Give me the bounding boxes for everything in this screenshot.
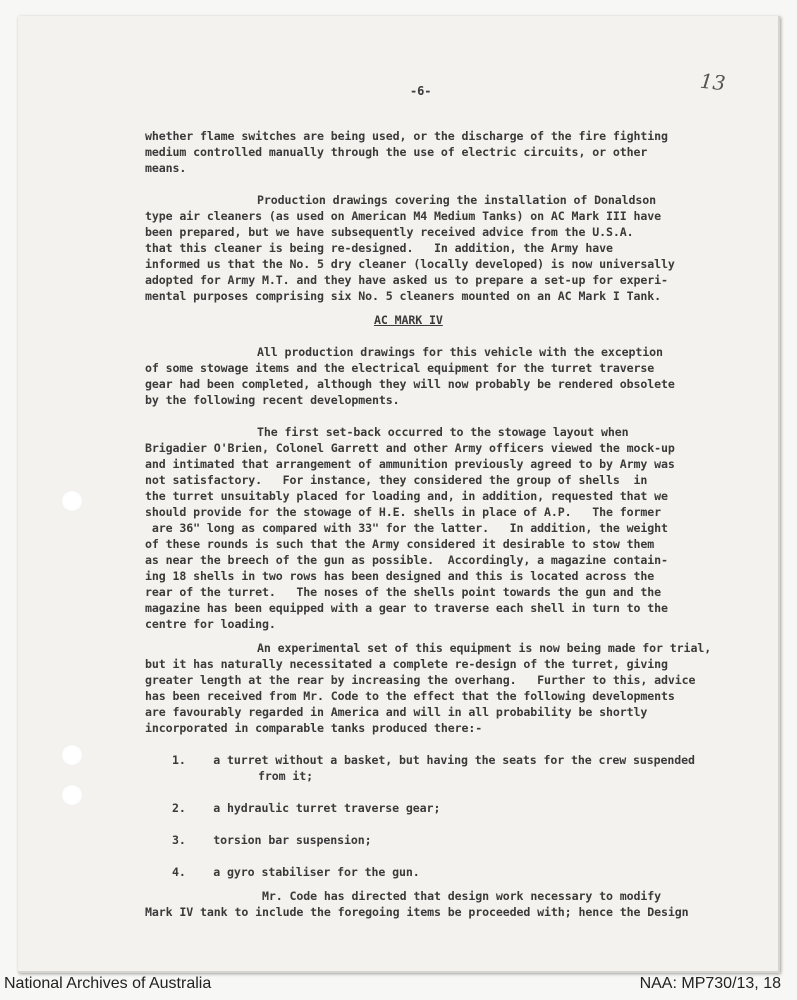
- text-line: that this cleaner is being re-designed. In addition, the Army have: [145, 241, 613, 255]
- text-line: greater length at the rear by increasing the overhang. Further to this, advice: [145, 673, 696, 687]
- text-line: not satisfactory. For instance, they considered the group of shells in: [145, 473, 648, 487]
- text-line: been prepared, but we have subsequently received advice from the U.S.A.: [145, 225, 634, 239]
- text-line: centre for loading.: [145, 617, 276, 631]
- text-line: Mark IV tank to include the foregoing items be proceeded with; hence the Design: [145, 905, 689, 919]
- section-heading: AC MARK IV: [374, 313, 443, 327]
- page-number: -6-: [410, 84, 432, 98]
- text-line: Production drawings covering the installation of Donaldson: [257, 193, 657, 207]
- text-line: adopted for Army M.T. and they have asked us to prepare a set-up for experi-: [145, 273, 668, 287]
- text-line: rear of the turret. The noses of the shells point towards the gun and the: [145, 585, 662, 599]
- handwritten-folio-number: 13: [698, 68, 727, 96]
- text-line: and intimated that arrangement of ammunition previously agreed to by Army was: [145, 457, 675, 471]
- punch-hole: [61, 784, 83, 806]
- text-line: means.: [145, 161, 187, 175]
- text-line: are favourably regarded in America and will in all probability be shortly: [145, 705, 648, 719]
- text-line: gear had been completed, although they will now probably be rendered obsolete: [145, 377, 675, 391]
- text-line: Mr. Code has directed that design work necessary to modify: [262, 889, 662, 903]
- punch-hole: [61, 744, 83, 766]
- text-line: but it has naturally necessitated a complete re-design of the turret, giving: [145, 657, 668, 671]
- text-line: mental purposes comprising six No. 5 cleaners mounted on an AC Mark I Tank.: [145, 289, 662, 303]
- text-line: incorporated in comparable tanks produced there:-: [145, 721, 483, 735]
- text-line: by the following recent developments.: [145, 393, 400, 407]
- text-line: are 36" long as compared with 33" for the latter. In addition, the weight: [145, 521, 668, 535]
- text-line: 4. a gyro stabiliser for the gun.: [172, 865, 420, 879]
- text-line: 3. torsion bar suspension;: [172, 833, 372, 847]
- text-line: has been received from Mr. Code to the effect that the following developments: [145, 689, 675, 703]
- text-line: All production drawings for this vehicle with the exception: [257, 345, 663, 359]
- text-line: from it;: [258, 769, 314, 783]
- text-line: Brigadier O'Brien, Colonel Garrett and other Army officers viewed the mock-up: [145, 441, 675, 455]
- text-line: ing 18 shells in two rows has been designed and this is located across the: [145, 569, 655, 583]
- text-line: type air cleaners (as used on American M4 Medium Tanks) on AC Mark III have: [145, 209, 662, 223]
- text-line: An experimental set of this equipment is now being made for trial,: [257, 641, 712, 655]
- punch-hole: [61, 490, 83, 512]
- archive-reference: NAA: MP730/13, 18: [639, 975, 781, 992]
- archive-credit: National Archives of Australia: [4, 975, 212, 992]
- text-line: 2. a hydraulic turret traverse gear;: [172, 801, 441, 815]
- text-line: the turret unsuitably placed for loading and, in addition, requested that we: [145, 489, 668, 503]
- text-line: of some stowage items and the electrical equipment for the turret traverse: [145, 361, 655, 375]
- text-line: 1. a turret without a basket, but having the seats for the crew suspended: [172, 753, 695, 767]
- text-line: should provide for the stowage of H.E. shells in place of A.P. The former: [145, 505, 662, 519]
- text-line: informed us that the No. 5 dry cleaner (locally developed) is now universally: [145, 257, 675, 271]
- text-line: as near the breech of the gun as possible. Accordingly, a magazine contain-: [145, 553, 668, 567]
- text-line: whether flame switches are being used, or the discharge of the fire fighting: [145, 129, 668, 143]
- text-line: medium controlled manually through the use of electric circuits, or other: [145, 145, 648, 159]
- text-line: magazine has been equipped with a gear to traverse each shell in turn to the: [145, 601, 668, 615]
- text-line: The first set-back occurred to the stowage layout when: [257, 425, 629, 439]
- text-line: of these rounds is such that the Army considered it desirable to stow them: [145, 537, 655, 551]
